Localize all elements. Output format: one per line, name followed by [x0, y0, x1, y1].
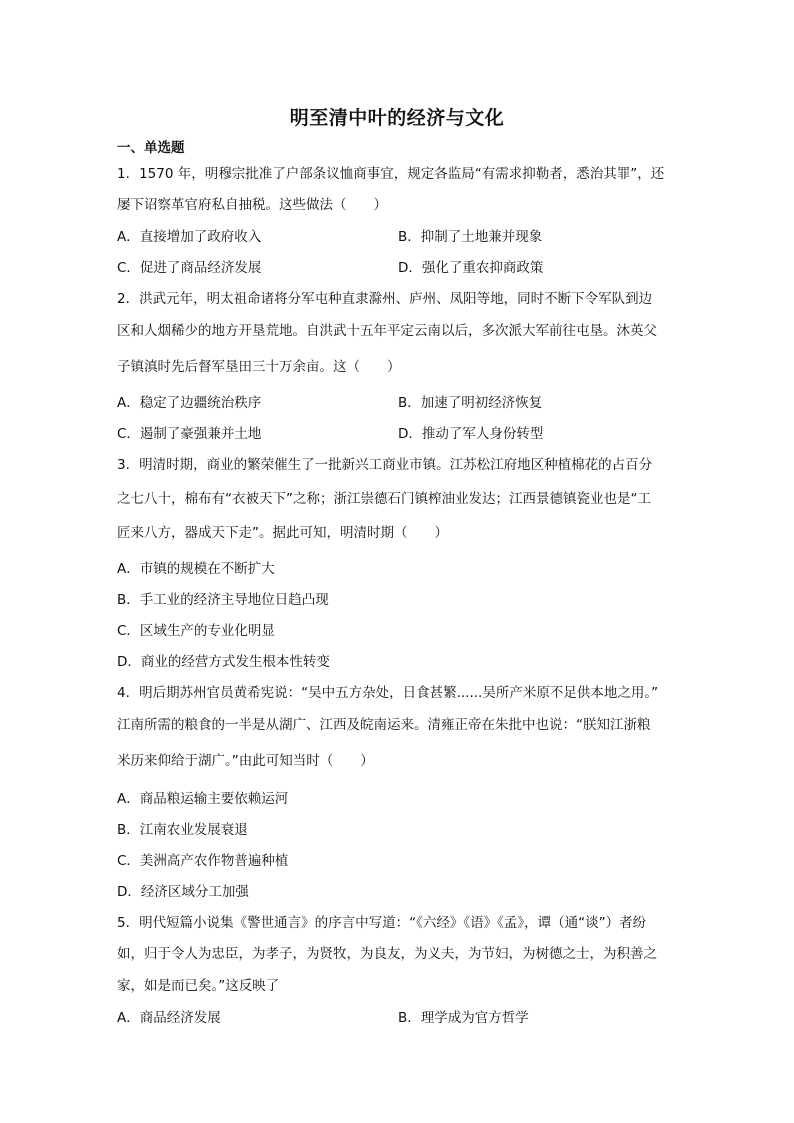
question-1-option-a: A．直接增加了政府收入 [117, 229, 262, 245]
question-2-option-c: C．遏制了豪强兼并土地 [117, 426, 262, 442]
question-4-text: 米历来仰给于湖广。”由此可知当时（ ） [117, 753, 374, 769]
question-3-text: 之七八十，棉布有“衣被天下”之称；浙江崇德石门镇榨油业发达；江西景德镇瓷业也是“工 [117, 491, 651, 507]
question-4-option-a: A．商品粮运输主要依赖运河 [117, 791, 289, 807]
question-1-text: 屡下诏察革官府私自抽税。这些做法（ ） [117, 197, 387, 213]
question-3-option-a: A．市镇的规模在不断扩大 [117, 561, 275, 577]
question-3-option-b: B．手工业的经济主导地位日趋凸现 [117, 592, 329, 608]
question-2-option-d: D．推动了军人身份转型 [398, 426, 544, 442]
question-4-text: 江南所需的粮食的一半是从湖广、江西及皖南运来。清雍正帝在朱批中也说：“朕知江浙粮 [117, 717, 651, 733]
question-5-text: 家，如是而已矣。”这反映了 [117, 978, 280, 994]
question-3-option-c: C．区域生产的专业化明显 [117, 623, 275, 639]
question-4-option-b: B．江南农业发展衰退 [117, 822, 248, 838]
question-5-text: 5．明代短篇小说集《警世通言》的序言中写道：“《六经》《语》《孟》，谭（通“谈”）者纷 [117, 915, 647, 931]
page-title: 明至清中叶的经济与文化 [289, 107, 505, 129]
question-3-option-d: D．商业的经营方式发生根本性转变 [117, 654, 330, 670]
question-1-text: 1．1570 年，明穆宗批准了户部条议恤商事宜，规定各监局“有需求抑勒者，悉治其罪”，还 [117, 166, 665, 182]
question-4-text: 4．明后期苏州官员黄希宪说：“吴中五方杂处，日食甚繁......吴所产米原不足供本地之用。” [117, 685, 659, 701]
question-1-option-c: C．促进了商品经济发展 [117, 260, 262, 276]
question-5-text: 如，归于令人为忠臣，为孝子，为贤牧，为良友，为义夫，为节妇，为树德之士，为积善之 [117, 946, 657, 962]
question-2-text: 子镇滇时先后督军垦田三十万余亩。这（ ） [117, 359, 401, 375]
question-1-option-d: D．强化了重农抑商政策 [398, 260, 544, 276]
question-2-option-b: B．加速了明初经济恢复 [398, 395, 543, 411]
question-5-option-b: B．理学成为官方哲学 [398, 1010, 529, 1026]
question-3-text: 3．明清时期，商业的繁荣催生了一批新兴工商业市镇。江苏松江府地区种植棉花的占百分 [117, 457, 653, 473]
question-5-option-a: A．商品经济发展 [117, 1010, 221, 1026]
question-4-option-c: C．美洲高产农作物普遍种植 [117, 853, 289, 869]
question-2-text: 2．洪武元年，明太祖命诸将分军屯种直隶滁州、庐州、凤阳等地，同时不断下令军队到边 [117, 291, 653, 307]
question-2-option-a: A．稳定了边疆统治秩序 [117, 395, 262, 411]
question-2-text: 区和人烟稀少的地方开垦荒地。自洪武十五年平定云南以后，多次派大军前往屯垦。沐英父 [117, 323, 657, 339]
question-1-option-b: B．抑制了土地兼并现象 [398, 229, 543, 245]
question-4-option-d: D．经济区域分工加强 [117, 884, 249, 900]
section-heading: 一、单选题 [117, 140, 185, 156]
question-3-text: 匠来八方，器成天下走”。据此可知，明清时期（ ） [117, 525, 448, 541]
